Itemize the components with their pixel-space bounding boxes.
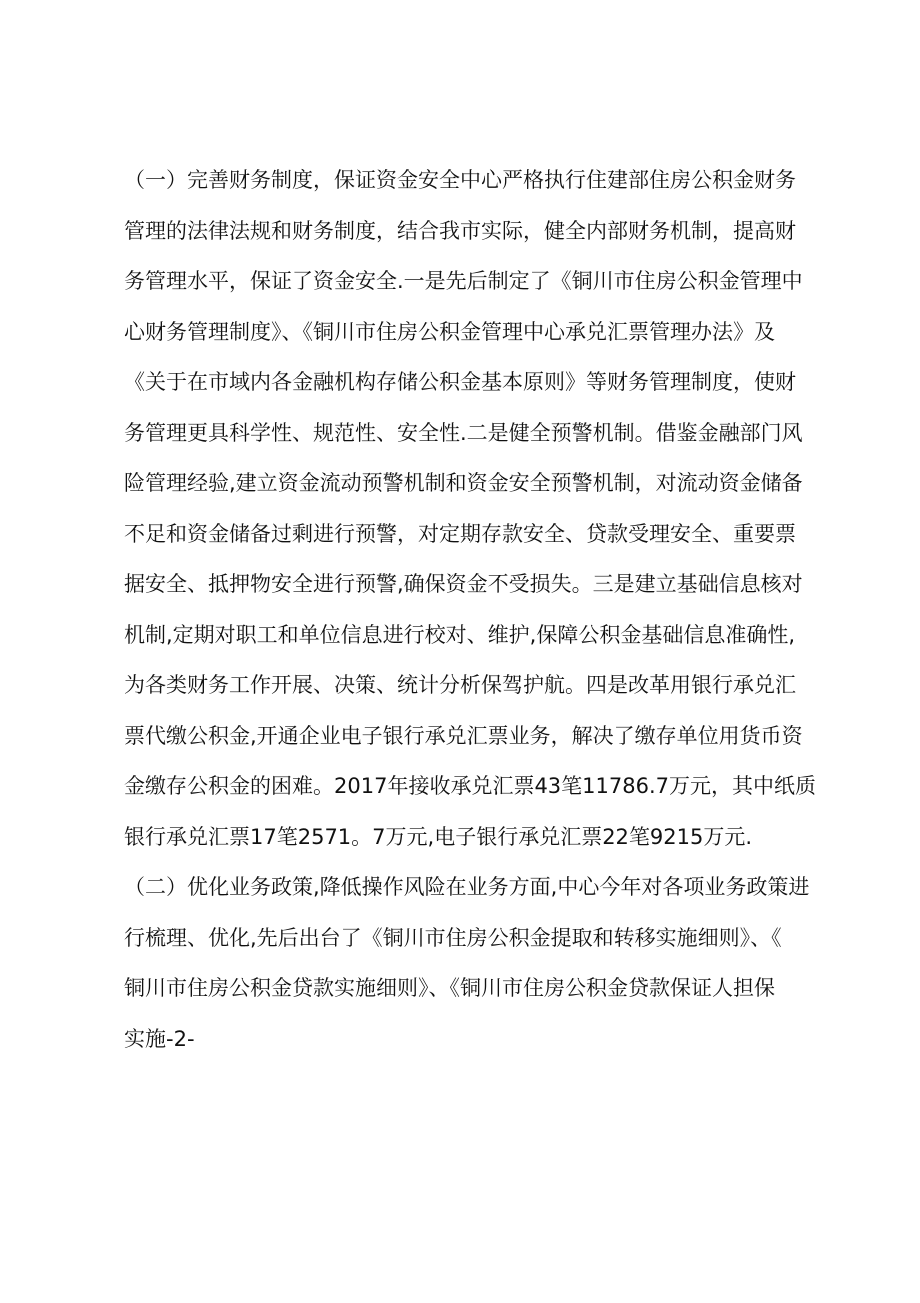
text-line: 心财务管理制度》、《铜川市住房公积金管理中心承兑汇票管理办法》及 bbox=[124, 319, 775, 344]
text-line: 不足和资金储备过剩进行预警，对定期存款安全、贷款受理安全、重要票 bbox=[124, 521, 796, 546]
body-text bbox=[124, 155, 824, 1064]
text-line: 票代缴公积金,开通企业电子银行承兑汇票业务，解决了缴存单位用货币资 bbox=[124, 723, 803, 748]
text-line: 行梳理、优化,先后出台了《铜川市住房公积金提取和转移实施细则》、《 bbox=[124, 925, 782, 950]
text-line: 管理的法律法规和财务制度，结合我市实际，健全内部财务机制，提高财 bbox=[124, 218, 796, 243]
text-line: 机制,定期对职工和单位信息进行校对、维护,保障公积金基础信息准确性, bbox=[124, 622, 796, 647]
text-line: 务管理更具科学性、规范性、安全性.二是健全预警机制。借鉴金融部门风 bbox=[124, 420, 803, 445]
text-line: 铜川市住房公积金贷款实施细则》、《铜川市住房公积金贷款保证人担保 bbox=[124, 976, 775, 1000]
text-line: （二）优化业务政策,降低操作风险在业务方面,中心今年对各项业务政策进 bbox=[124, 875, 810, 899]
text-line: 为各类财务工作开展、决策、统计分析保驾护航。四是改革用银行承兑汇 bbox=[124, 673, 796, 697]
text-line: 金缴存公积金的困难。2017年接收承兑汇票43笔11786.7万元，其中纸质 bbox=[124, 774, 817, 798]
text-line: 银行承兑汇票17笔2571。7万元,电子银行承兑汇票22笔9215万元. bbox=[124, 824, 753, 849]
text-line: 务管理水平，保证了资金安全.一是先后制定了《铜川市住房公积金管理中 bbox=[124, 269, 803, 293]
text-line: 险管理经验,建立资金流动预警机制和资金安全预警机制，对流动资金储备 bbox=[124, 471, 803, 495]
text-line: 实施-2- bbox=[124, 1026, 195, 1051]
text-line: （一）完善财务制度，保证资金安全中心严格执行住建部住房公积金财务 bbox=[124, 168, 796, 192]
text-line: 《关于在市域内各金融机构存储公积金基本原则》等财务管理制度，使财 bbox=[124, 370, 796, 394]
text-line: 据安全、抵押物安全进行预警,确保资金不受损失。三是建立基础信息核对 bbox=[124, 572, 803, 596]
